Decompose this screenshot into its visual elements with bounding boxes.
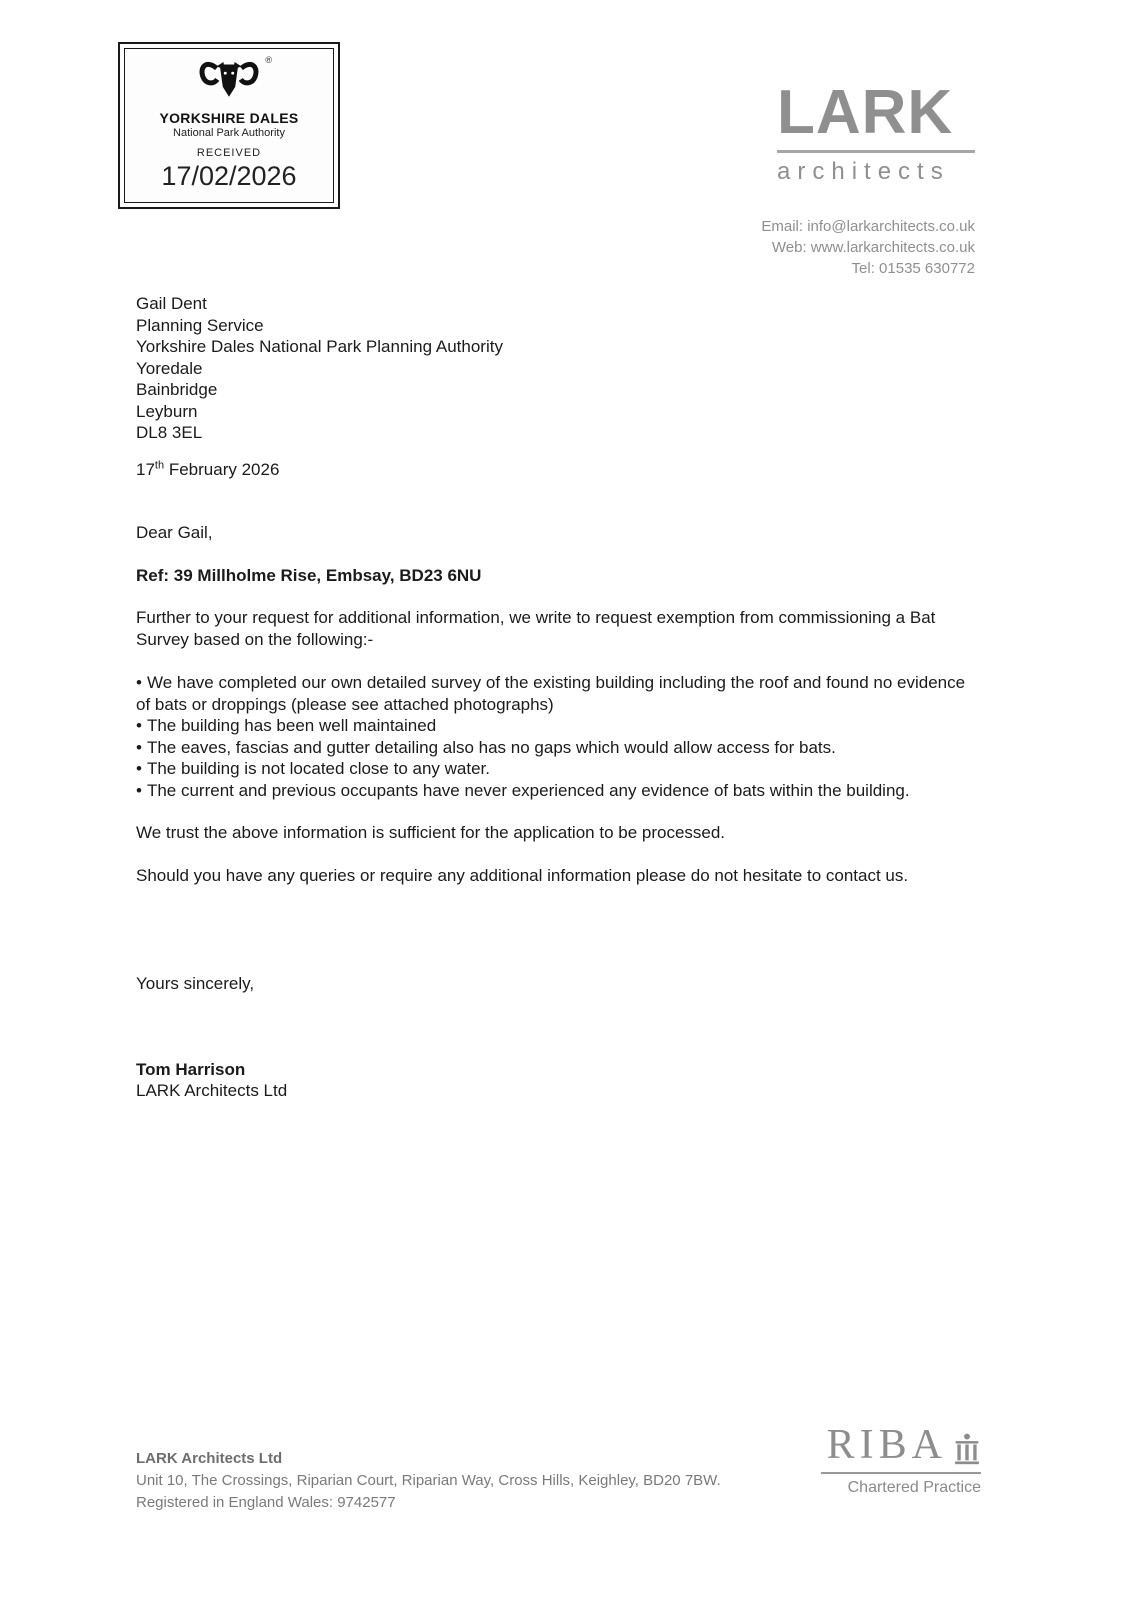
riba-logo-text: RIBA [826,1422,947,1468]
recipient-line: Bainbridge [136,380,218,399]
recipient-line: Planning Service [136,315,264,335]
bullet-marker: • [136,737,142,757]
received-stamp [118,42,340,209]
bullet-marker: • [136,673,142,692]
recipient-line: Yorkshire Dales National Park Planning Authority [136,337,503,356]
bullet-item [136,780,970,802]
contact-tel: Tel: 01535 630772 [851,260,975,277]
riba-logo-block [821,1424,981,1497]
bullet-text: We have completed our own detailed survey of the existing building including the roof and found no evidence of bats or droppings (please see attached photographs) [136,673,966,714]
contact-block [761,216,975,279]
stamp-received-label: RECEIVED [196,147,262,159]
date-ordinal-suffix: th [154,458,165,471]
date-day: 17 [136,459,155,479]
riba-emblem-icon [953,1432,981,1466]
recipient-address [136,293,970,444]
date-month-year: February 2026 [164,459,280,479]
signatory-company: LARK Architects Ltd [136,1081,288,1100]
bullet-item [136,758,970,780]
received-stamp-inner [124,48,334,203]
lark-logo [777,78,975,186]
stamp-received-date: 17/02/2026 [161,161,297,191]
registered-trademark-symbol: ® [265,55,272,65]
bullet-text: The current and previous occupants have never experienced any evidence of bats within the building. [146,780,910,800]
footer-company-block [136,1448,721,1514]
stamp-org-subtitle: National Park Authority [173,127,285,139]
sign-off: Yours sincerely, [136,974,255,993]
bullet-item [136,672,970,715]
closing-paragraph-2: Should you have any queries or require any additional information please do not hesitate to contact us. [136,865,909,885]
recipient-line: Leyburn [136,401,198,421]
ram-logo-wrap [198,55,272,108]
salutation: Dear Gail, [136,523,213,542]
signatory-name: Tom Harrison [136,1059,246,1079]
lark-logo-name: LARK [777,78,954,147]
footer-address: Unit 10, The Crossings, Riparian Court, Riparian Way, Cross Hills, Keighley, BD20 7BW. [136,1472,721,1489]
ram-head-icon [198,57,260,103]
footer-company-name: LARK Architects Ltd [136,1450,283,1467]
riba-chartered-label: Chartered Practice [847,1479,981,1496]
bullet-item [136,737,970,759]
intro-paragraph: Further to your request for additional information, we write to request exemption from commissioning a Bat Survey based on the following:- [136,608,936,649]
bullet-marker: • [136,780,142,800]
closing-paragraph-1: We trust the above information is sufficient for the application to be processed. [136,823,726,842]
contact-web: Web: www.larkarchitects.co.uk [771,239,975,256]
bullet-item [136,715,970,737]
riba-divider [821,1472,981,1474]
riba-logo-row [821,1424,981,1466]
contact-email: Email: info@larkarchitects.co.uk [761,218,975,235]
recipient-line: DL8 3EL [136,423,203,442]
reference-line: Ref: 39 Millholme Rise, Embsay, BD23 6NU [136,565,482,585]
bullet-list [136,672,970,801]
bullet-marker: • [136,759,142,778]
letter-date [136,459,970,481]
stamp-org-name: YORKSHIRE DALES [159,110,299,126]
bullet-text: The building has been well maintained [146,716,437,735]
recipient-line: Gail Dent [136,294,207,313]
lark-logo-subtitle: architects [777,158,950,185]
bullet-text: The building is not located close to any water. [146,759,490,778]
footer-registration: Registered in England Wales: 9742577 [136,1494,396,1511]
lark-logo-divider [777,150,975,153]
recipient-line: Yoredale [136,358,203,378]
bullet-text: The eaves, fascias and gutter detailing also has no gaps which would allow access for bats. [146,737,836,757]
letter-body [136,293,970,1102]
bullet-marker: • [136,716,142,735]
